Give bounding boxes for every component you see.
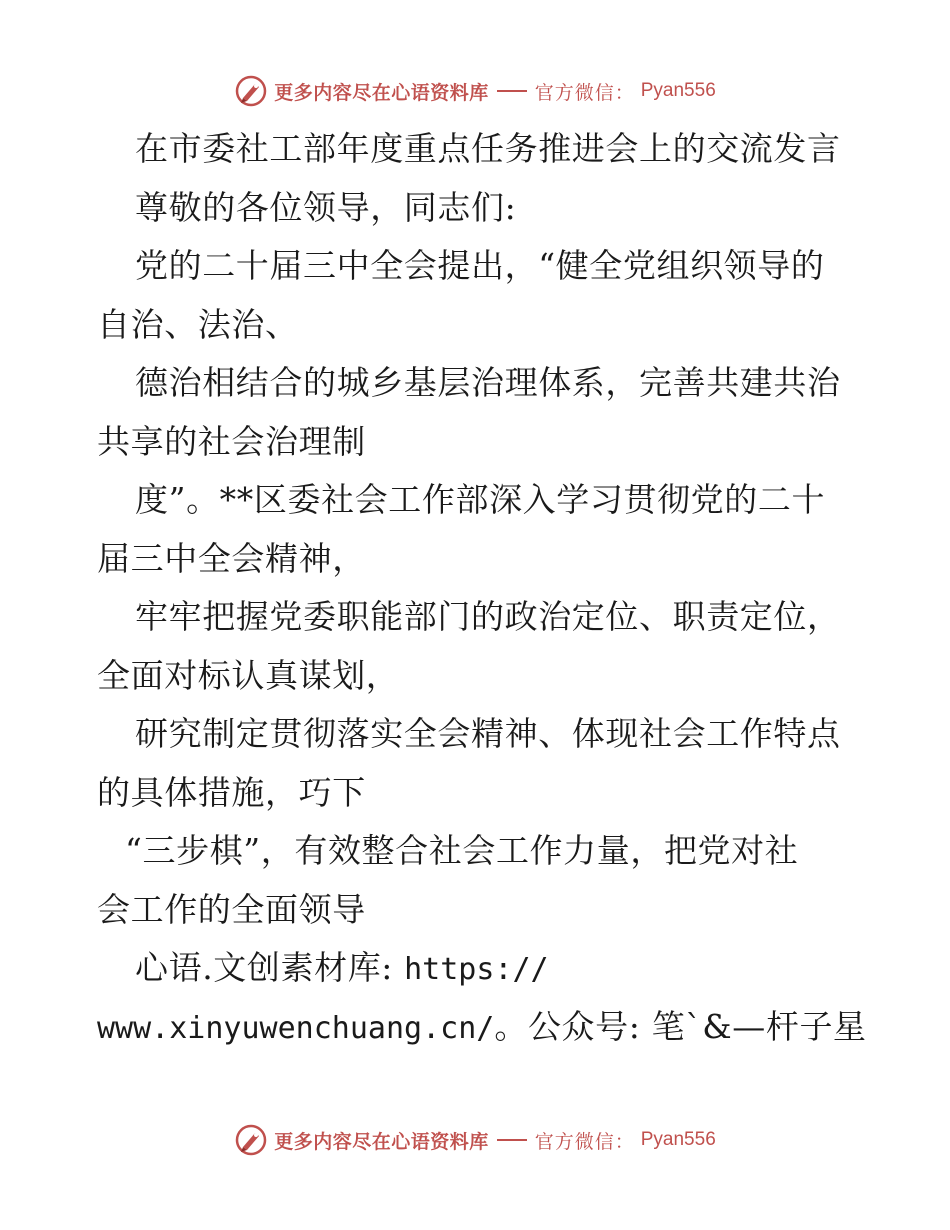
footer-banner <box>0 1120 950 1160</box>
paragraph-line: 德治相结合的城乡基层治理体系，完善共建共治 <box>135 363 841 402</box>
source-line <box>97 939 857 998</box>
source-label: 心语.文创素材库: <box>135 948 394 987</box>
paragraph-line: 共享的社会治理制 <box>97 421 366 461</box>
banner-wechat-label: 官方微信： <box>534 81 635 104</box>
source-url-start: https:// <box>404 952 549 987</box>
header-banner <box>0 71 950 111</box>
source-url-line <box>97 998 867 1057</box>
document-body <box>97 120 867 1056</box>
paragraph-line: 全面对标认真谋划， <box>97 655 400 695</box>
pen-nib-logo-icon <box>234 1123 268 1157</box>
banner-divider <box>497 1139 527 1141</box>
paragraph-line: 会工作的全面领导 <box>97 889 366 929</box>
paragraph-line: 研究制定贯彻落实全会精神、体现社会工作特点 <box>135 714 841 753</box>
paragraph-line: 届三中全会精神， <box>97 538 366 578</box>
paragraph-line: 的具体措施，巧下 <box>97 772 366 812</box>
banner-wechat-id: Pyan556 <box>640 80 716 101</box>
pen-nib-logo-icon <box>234 74 268 108</box>
paragraph-line: 牢牢把握党委职能部门的政治定位、职责定位， <box>135 597 841 636</box>
document-title: 在市委社工部年度重点任务推进会上的交流发言 <box>135 129 841 168</box>
paragraph-line: 度”。**区委社会工作部深入学习贯彻党的二十 <box>135 480 826 519</box>
banner-slogan: 更多内容尽在心语资料库 <box>274 81 489 104</box>
salutation: 尊敬的各位领导，同志们: <box>135 187 517 227</box>
paragraph-line: 党的二十届三中全会提出，“健全党组织领导的 <box>135 246 825 285</box>
banner-divider <box>497 90 527 92</box>
banner-wechat-label: 官方微信： <box>534 1130 635 1153</box>
paragraph-line: 自治、法治、 <box>97 304 299 344</box>
banner-wechat-id: Pyan556 <box>640 1129 716 1150</box>
paragraph-line: “三步棋”，有效整合社会工作力量，把党对社 <box>125 831 799 870</box>
source-public-account: 。公众号: 笔`&—杆子星 <box>494 1006 867 1046</box>
banner-slogan: 更多内容尽在心语资料库 <box>274 1130 489 1153</box>
source-url: www.xinyuwenchuang.cn/ <box>97 1010 495 1046</box>
